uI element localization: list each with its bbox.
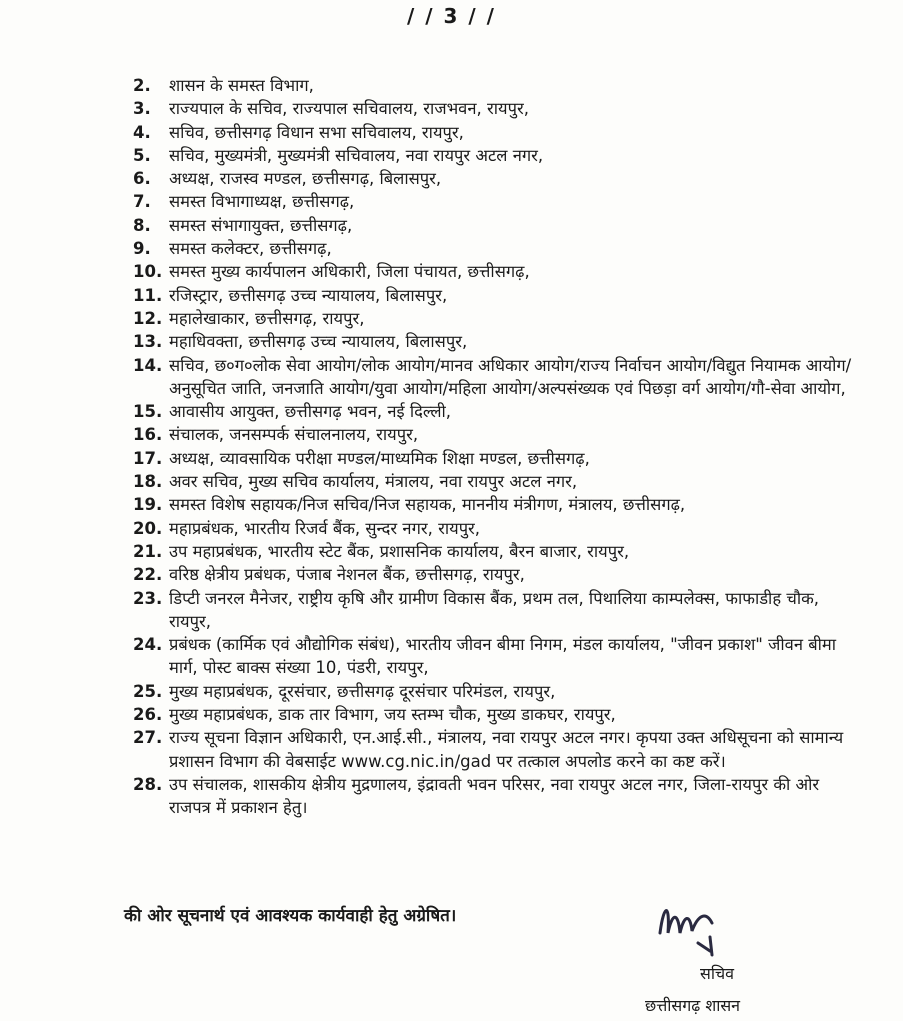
item-text: समस्त विभागाध्यक्ष, छत्तीसगढ़, <box>169 192 355 212</box>
item-text: शासन के समस्त विभाग, <box>169 76 314 95</box>
list-item <box>133 423 863 446</box>
item-number: 4. <box>133 122 151 142</box>
list-item <box>133 540 863 563</box>
list-item <box>133 330 863 353</box>
item-number: 17. <box>133 448 163 468</box>
item-number: 24. <box>133 635 163 655</box>
item-text: राज्य सूचना विज्ञान अधिकारी, एन.आई.सी., मंत्रालय, नवा रायपुर अटल नगर। कृपया उक्त अधिसूचना को सामान्य प्रशासन विभाग की वेबसाईट www.cg.nic.in/gad पर तत्काल अपलोड करने का कष्ट करें। <box>169 728 844 771</box>
list-item <box>133 447 863 470</box>
closing-line: की ओर सूचनार्थ एवं आवश्यक कार्यवाही हेतु अग्रेषित। <box>124 906 457 926</box>
list-item <box>133 74 863 97</box>
item-text: सचिव, छत्तीसगढ़ विधान सभा सचिवालय, रायपुर, <box>169 122 464 142</box>
distribution-list <box>133 74 863 820</box>
list-item <box>133 493 863 516</box>
item-number: 15. <box>133 402 163 422</box>
item-number: 28. <box>133 774 163 794</box>
item-number: 26. <box>133 705 163 725</box>
item-number: 27. <box>133 728 163 748</box>
list-item <box>133 190 863 213</box>
list-item <box>133 726 863 773</box>
item-text: सचिव, छ०ग०लोक सेवा आयोग/लोक आयोग/मानव अधिकार आयोग/राज्य निर्वाचन आयोग/विद्युत नियामक आयोग/अनुसूचित जाति, जनजाति आयोग/युवा आयोग/महिला आयोग/अल्पसंख्यक एवं पिछड़ा वर्ग आयोग/गौ-सेवा आयोग, <box>169 355 852 398</box>
item-text: समस्त मुख्य कार्यपालन अधिकारी, जिला पंचायत, छत्तीसगढ़, <box>169 262 530 282</box>
list-item <box>133 167 863 190</box>
list-item <box>133 517 863 540</box>
item-text: अवर सचिव, मुख्य सचिव कार्यालय, मंत्रालय, नवा रायपुर अटल नगर, <box>169 472 578 492</box>
item-text: मुख्य महाप्रबंधक, डाक तार विभाग, जय स्तम्भ चौक, मुख्य डाकघर, रायपुर, <box>169 705 616 725</box>
item-number: 8. <box>133 215 151 235</box>
list-item <box>133 284 863 307</box>
item-number: 18. <box>133 472 163 492</box>
item-number: 2. <box>133 76 151 95</box>
list-item <box>133 703 863 726</box>
list-item <box>133 773 863 820</box>
list-item <box>133 563 863 586</box>
item-text: महाधिवक्ता, छत्तीसगढ़ उच्च न्यायालय, बिलासपुर, <box>169 332 468 352</box>
item-number: 22. <box>133 565 163 585</box>
item-number: 5. <box>133 145 151 165</box>
item-text: समस्त विशेष सहायक/निज सचिव/निज सहायक, माननीय मंत्रीगण, मंत्रालय, छत्तीसगढ़, <box>169 495 686 515</box>
item-text: महाप्रबंधक, भारतीय रिजर्व बैंक, सुन्दर नगर, रायपुर, <box>169 518 481 538</box>
item-text: समस्त संभागायुक्त, छत्तीसगढ़, <box>169 215 353 235</box>
list-item <box>133 214 863 237</box>
item-number: 13. <box>133 332 163 352</box>
item-text: वरिष्ठ क्षेत्रीय प्रबंधक, पंजाब नेशनल बैंक, छत्तीसगढ़, रायपुर, <box>169 565 525 585</box>
item-number: 9. <box>133 239 151 259</box>
item-number: 19. <box>133 495 163 515</box>
list-item <box>133 354 863 401</box>
item-text: सचिव, मुख्यमंत्री, मुख्यमंत्री सचिवालय, नवा रायपुर अटल नगर, <box>169 145 544 165</box>
item-text: उप संचालक, शासकीय क्षेत्रीय मुद्रणालय, इंद्रावती भवन परिसर, नवा रायपुर अटल नगर, जिला-रायपुर की ओर राजपत्र में प्रकाशन हेतु। <box>169 774 820 818</box>
list-item <box>133 260 863 283</box>
item-text: प्रबंधक (कार्मिक एवं औद्योगिक संबंध), भारतीय जीवन बीमा निगम, मंडल कार्यालय, "जीवन प्रकाश" जीवन बीमा मार्ग, पोस्ट बाक्स संख्या 10, पंडरी, रायपुर, <box>169 635 837 678</box>
item-number: 10. <box>133 262 163 282</box>
item-text: आवासीय आयुक्त, छत्तीसगढ़ भवन, नई दिल्ली, <box>169 402 452 422</box>
item-number: 7. <box>133 192 151 212</box>
list-item <box>133 400 863 423</box>
item-number: 25. <box>133 681 163 701</box>
item-number: 23. <box>133 588 163 608</box>
list-item <box>133 633 863 680</box>
list-item <box>133 237 863 260</box>
item-text: रजिस्ट्रार, छत्तीसगढ़ उच्च न्यायालय, बिलासपुर, <box>169 285 448 305</box>
list-item <box>133 307 863 330</box>
item-text: डिप्टी जनरल मैनेजर, राष्ट्रीय कृषि और ग्रामीण विकास बैंक, प्रथम तल, पिथालिया काम्पलेक्स, फाफाडीह चौक, रायपुर, <box>169 588 820 631</box>
list-item <box>133 121 863 144</box>
item-number: 6. <box>133 169 151 189</box>
item-number: 14. <box>133 355 163 375</box>
page-number: / / 3 / / <box>407 4 496 28</box>
item-number: 3. <box>133 99 151 119</box>
item-text: उप महाप्रबंधक, भारतीय स्टेट बैंक, प्रशासनिक कार्यालय, बैरन बाजार, रायपुर, <box>169 541 630 561</box>
list-item <box>133 97 863 120</box>
item-text: महालेखाकार, छत्तीसगढ़, रायपुर, <box>169 308 365 328</box>
signatory-department: छत्तीसगढ़ शासन <box>645 996 741 1015</box>
item-text: अध्यक्ष, व्यावसायिक परीक्षा मण्डल/माध्यमिक शिक्षा मण्डल, छत्तीसगढ़, <box>169 448 590 468</box>
item-number: 12. <box>133 308 163 328</box>
item-text: मुख्य महाप्रबंधक, दूरसंचार, छत्तीसगढ़ दूरसंचार परिमंडल, रायपुर, <box>169 681 556 701</box>
list-item <box>133 587 863 634</box>
signatory-title: सचिव <box>700 964 735 983</box>
list-item <box>133 680 863 703</box>
list-item <box>133 144 863 167</box>
item-number: 21. <box>133 541 163 561</box>
item-text: राज्यपाल के सचिव, राज्यपाल सचिवालय, राजभवन, रायपुर, <box>169 99 529 119</box>
item-text: समस्त कलेक्टर, छत्तीसगढ़, <box>169 239 332 259</box>
item-number: 16. <box>133 425 163 445</box>
item-text: अध्यक्ष, राजस्व मण्डल, छत्तीसगढ़, बिलासपुर, <box>169 169 442 189</box>
item-number: 11. <box>133 285 163 305</box>
item-number: 20. <box>133 518 163 538</box>
list-item <box>133 470 863 493</box>
item-text: संचालक, जनसम्पर्क संचालनालय, रायपुर, <box>169 425 419 445</box>
handwritten-signature <box>650 893 750 963</box>
